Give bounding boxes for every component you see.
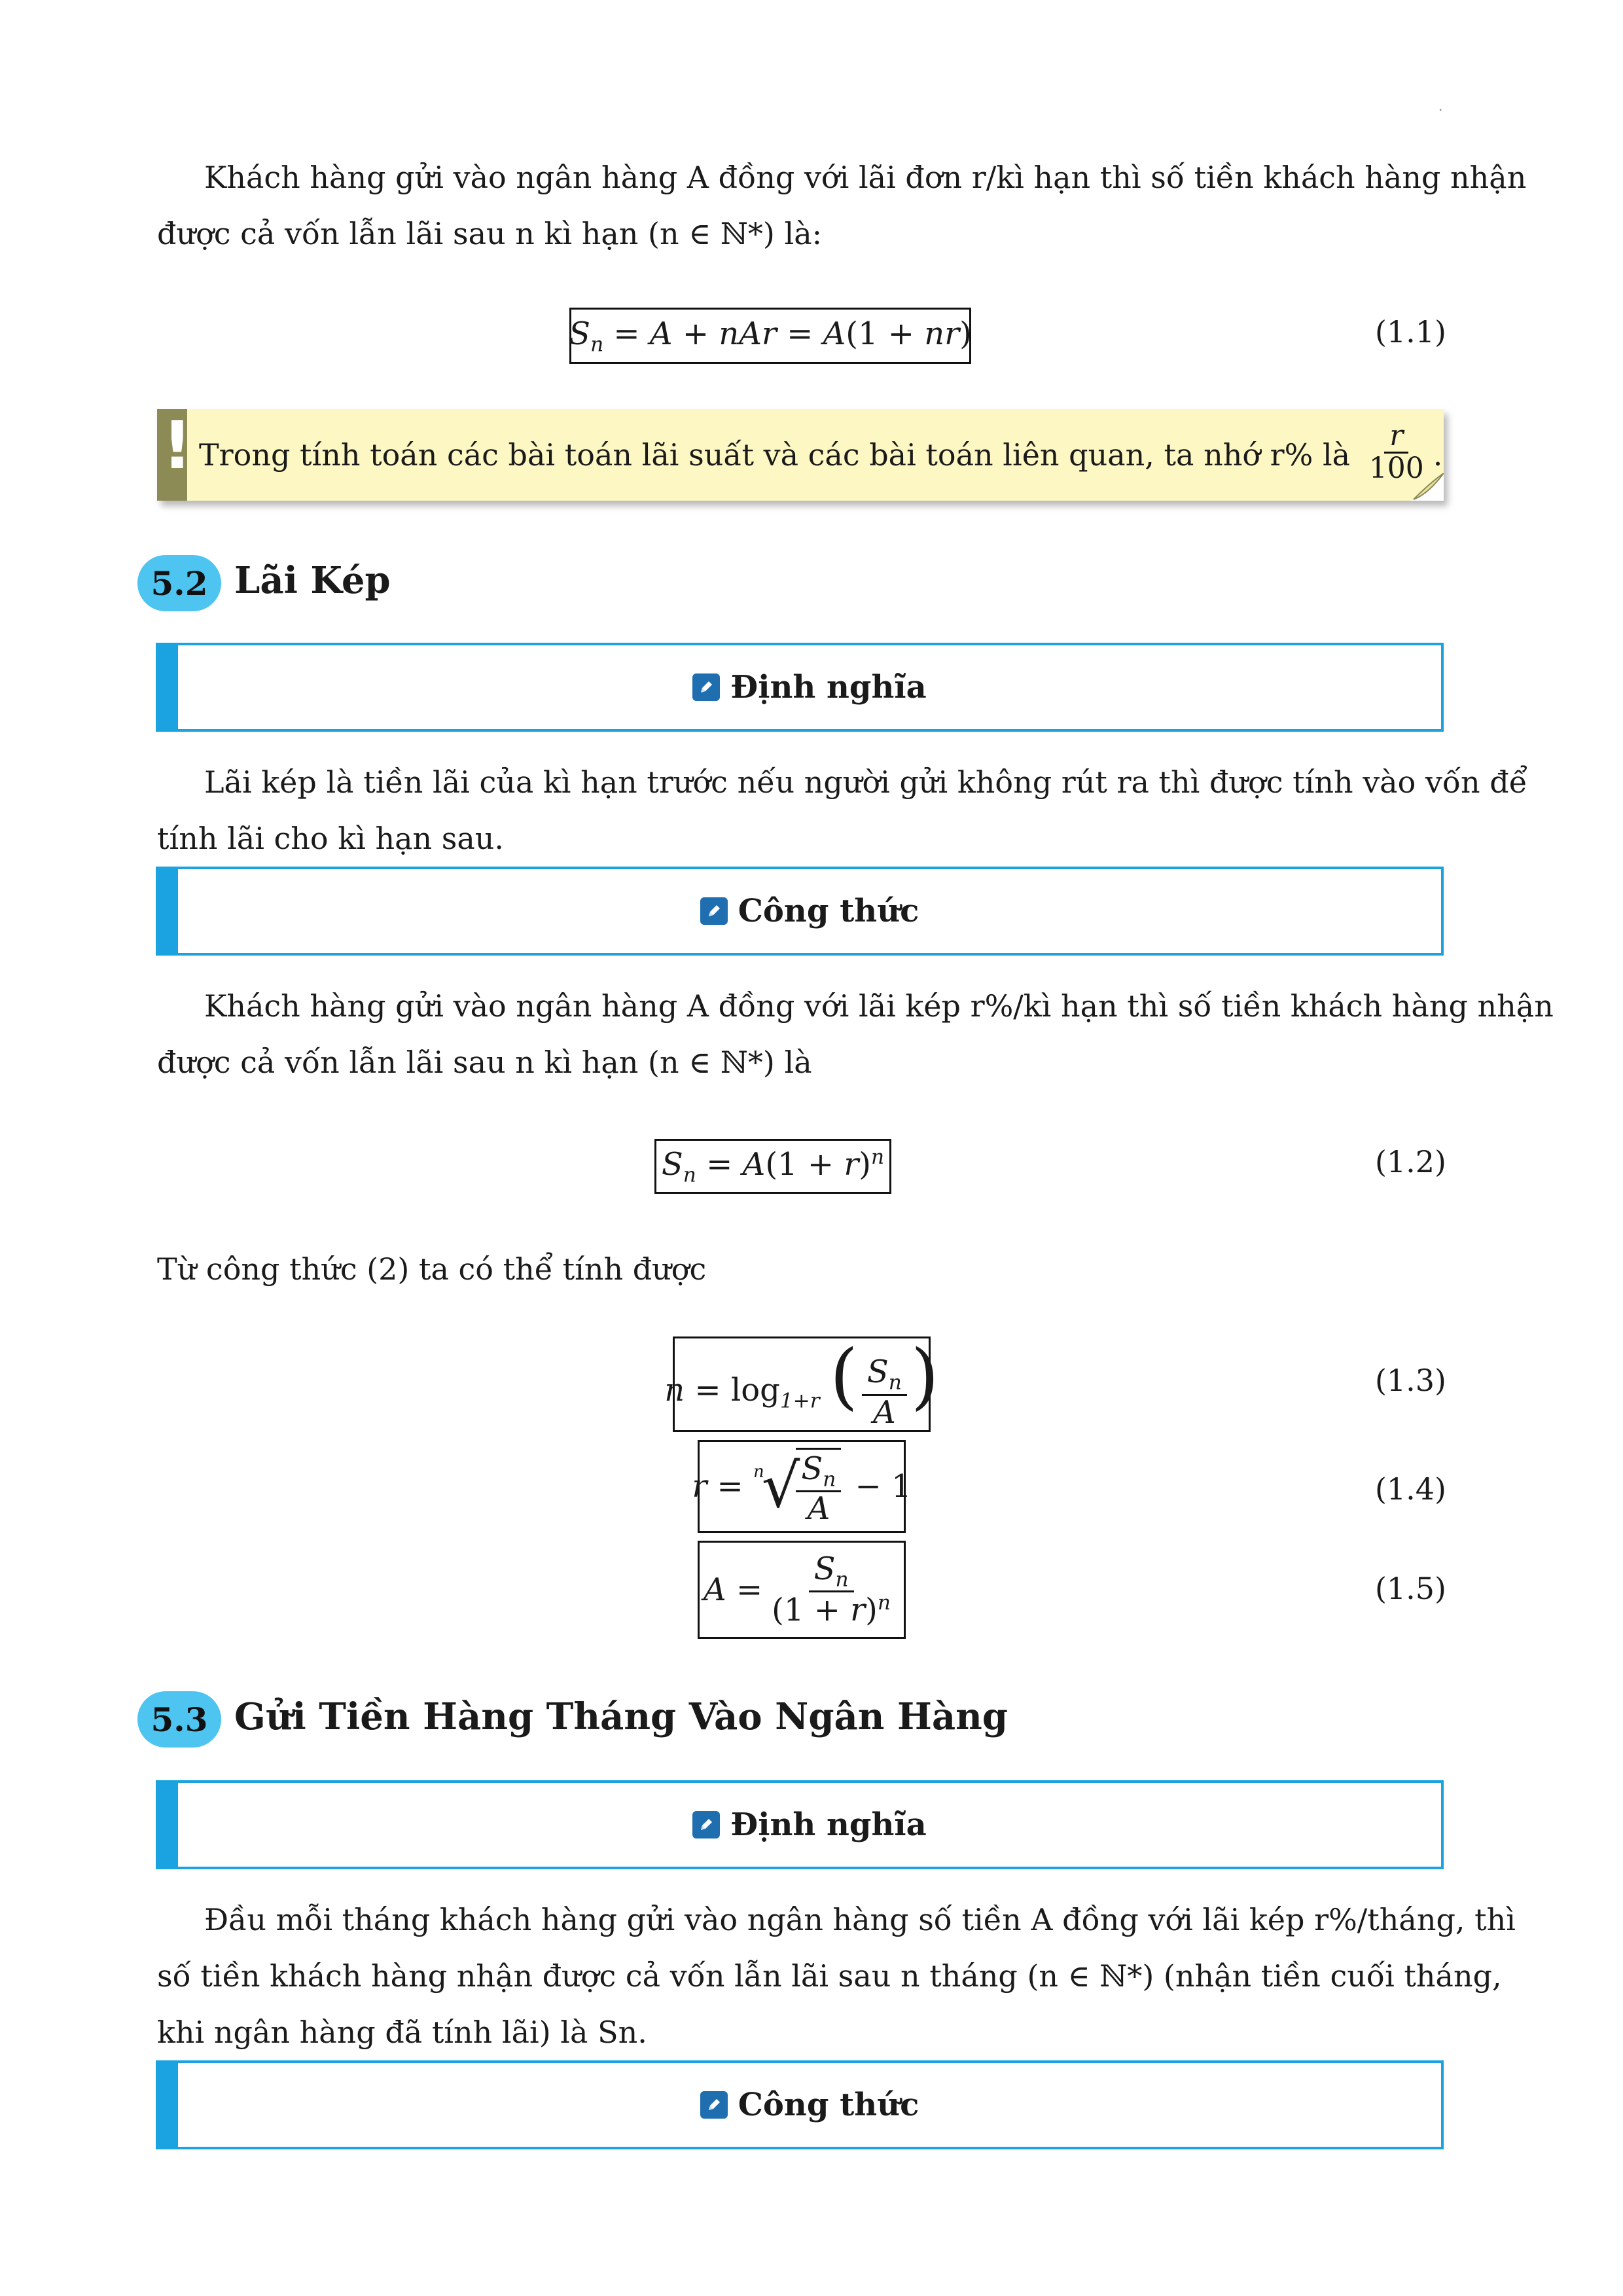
def-52-line-1: Lãi kép là tiền lãi của kì hạn trước nếu người gửi không rút ra thì được tính vào vốn để	[204, 764, 1528, 800]
note-fraction-numerator: r	[1384, 421, 1408, 453]
definition-label-2: Định nghĩa	[730, 1806, 927, 1843]
equation-1-1: $S_n = A$ + nAr = A(1 + nr)	[569, 308, 971, 364]
formula-box-2	[156, 2060, 1444, 2149]
formula-label-1: Công thức	[738, 893, 919, 929]
note-fraction-denominator: 100	[1368, 451, 1424, 485]
section-title-5-2: Lãi Kép	[234, 559, 391, 602]
formula-paragraph-5-2	[157, 978, 1554, 1090]
intro-line-2: được cả vốn lẫn lãi sau n kì hạn (n ∈ ℕ*) là:	[157, 216, 823, 251]
formula-box-1	[156, 867, 1444, 956]
section-title-5-3: Gửi Tiền Hàng Tháng Vào Ngân Hàng	[234, 1695, 1008, 1738]
equation-number-1-1: (1.1)	[1374, 314, 1446, 350]
pencil-icon	[700, 897, 728, 925]
box-accent-bar	[156, 643, 178, 732]
section-number-5-3: 5.3	[137, 1691, 221, 1748]
note-text-container	[199, 419, 1443, 489]
intro-paragraph	[157, 149, 1527, 262]
note-box	[157, 409, 1444, 501]
from-formula-text	[157, 1241, 1446, 1297]
def-52-line-2: tính lãi cho kì hạn sau.	[157, 821, 505, 856]
section-number-5-2: 5.2	[137, 555, 221, 611]
definition-box-1	[156, 643, 1444, 732]
formula-52-line-1: Khách hàng gửi vào ngân hàng A đồng với lãi kép r%/kì hạn thì số tiền khách hàng nhận	[204, 988, 1554, 1024]
pencil-icon	[692, 673, 720, 701]
def-53-line-3: khi ngân hàng đã tính lãi) là Sn.	[157, 2015, 647, 2050]
exclamation-icon: !	[162, 407, 192, 484]
def-53-line-2: số tiền khách hàng nhận được cả vốn lẫn lãi sau n tháng (n ∈ ℕ*) (nhận tiền cuối tháng,	[157, 1958, 1502, 1994]
intro-line-1: Khách hàng gửi vào ngân hàng A đồng với lãi đơn r/kì hạn thì số tiền khách hàng nhận	[204, 160, 1527, 195]
pencil-icon	[692, 1811, 720, 1839]
note-text: Trong tính toán các bài toán lãi suất và các bài toán liên quan, ta nhớ r% là	[199, 437, 1351, 473]
page-mark: .	[1438, 98, 1443, 114]
definition-paragraph-5-3	[157, 1892, 1516, 2060]
definition-label-1: Định nghĩa	[730, 669, 927, 706]
definition-paragraph-5-2	[157, 754, 1528, 867]
equation-1-3: $n = \log_{1+r}$ ( $\frac{S_n}{A}$ )	[673, 1336, 931, 1432]
formula-label-2: Công thức	[738, 2087, 919, 2123]
box-accent-bar	[156, 1780, 178, 1869]
equation-number-1-4: (1.4)	[1374, 1471, 1446, 1507]
equation-number-1-2: (1.2)	[1374, 1144, 1446, 1179]
equation-number-1-5: (1.5)	[1374, 1571, 1446, 1606]
from-formula-line: Từ công thức (2) ta có thể tính được	[157, 1251, 707, 1287]
pencil-icon	[700, 2091, 728, 2119]
box-accent-bar	[156, 867, 178, 956]
equation-1-5: A = $\frac{S_n}{(1 + r)^n}$	[698, 1541, 906, 1639]
def-53-line-1: Đầu mỗi tháng khách hàng gửi vào ngân hàng số tiền A đồng với lãi kép r%/tháng, thì	[204, 1902, 1516, 1937]
equation-1-2: $S_n = A(1 + r)^n$	[654, 1139, 891, 1194]
equation-1-4: r = $^n$ √ $\frac{S_n}{A}$ − 1	[698, 1440, 906, 1533]
box-accent-bar	[156, 2060, 178, 2149]
formula-52-line-2: được cả vốn lẫn lãi sau n kì hạn (n ∈ ℕ*) là	[157, 1045, 812, 1080]
definition-box-2	[156, 1780, 1444, 1869]
equation-number-1-3: (1.3)	[1374, 1363, 1446, 1398]
note-end: .	[1433, 437, 1443, 473]
page-curl-icon	[1411, 473, 1444, 501]
